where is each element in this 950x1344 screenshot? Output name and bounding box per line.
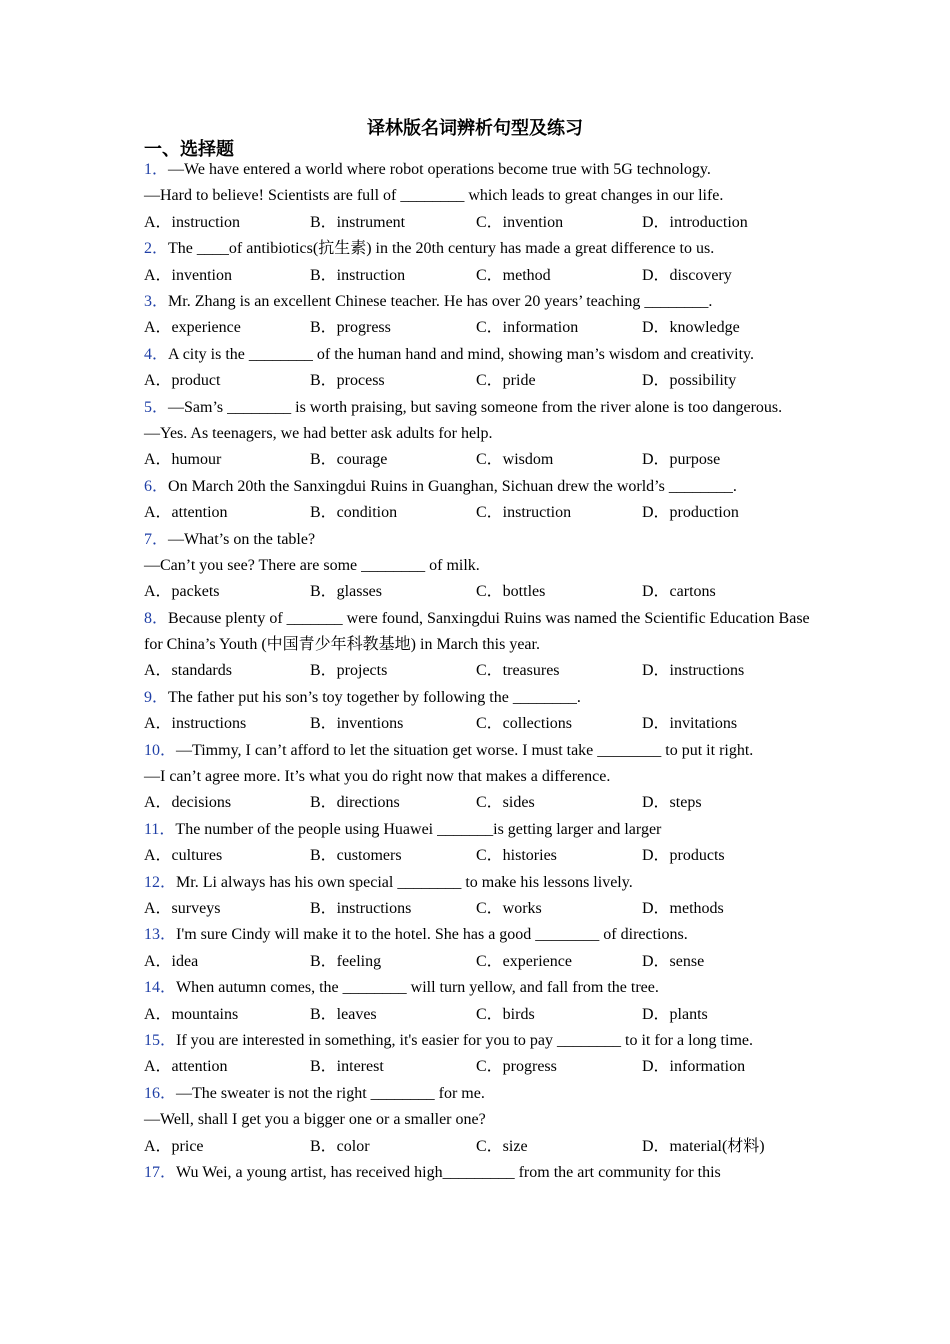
question-16 [144, 1081, 814, 1160]
question-text: The ____of antibiotics(抗生素) in the 20th century has made a great difference to us. [168, 240, 715, 258]
question-stem [144, 1081, 814, 1107]
question-7 [144, 527, 814, 606]
question-text: A city is the ________ of the human hand and mind, showing man’s wisdom and creativity. [168, 345, 755, 363]
question-text: When autumn comes, the ________ will turn yellow, and fall from the tree. [176, 979, 659, 997]
answer-option-d[interactable]: D．possibility [642, 372, 737, 390]
question-number: 2． [144, 240, 169, 258]
answer-option-a[interactable]: A．surveys [144, 900, 221, 918]
answer-option-a[interactable]: A．product [144, 372, 221, 390]
question-stem [144, 474, 814, 500]
question-number: 6． [144, 477, 169, 495]
answer-option-c[interactable]: C．collections [476, 715, 572, 733]
answer-options [144, 1002, 814, 1028]
question-text: The father put his son’s toy together by following the ________. [168, 688, 581, 706]
answer-option-d[interactable]: D．cartons [642, 583, 716, 601]
question-text: —Timmy, I can’t afford to let the situation get worse. I must take ________ to put it right. [176, 741, 754, 759]
question-8 [144, 606, 814, 685]
answer-option-c[interactable]: C．progress [476, 1058, 557, 1076]
question-12 [144, 870, 814, 923]
answer-options [144, 368, 814, 394]
answer-option-c[interactable]: C．sides [476, 794, 535, 812]
question-text: —Well, shall I get you a bigger one or a smaller one? [144, 1111, 486, 1129]
question-dialogue-line [144, 183, 814, 209]
answer-option-a[interactable]: A．invention [144, 266, 232, 284]
question-text: —Yes. As teenagers, we had better ask adults for help. [144, 424, 493, 442]
answer-option-a[interactable]: A．cultures [144, 847, 223, 865]
answer-option-b[interactable]: B．process [310, 372, 385, 390]
answer-options [144, 1054, 814, 1080]
question-stem [144, 527, 814, 553]
answer-option-b[interactable]: B．customers [310, 847, 402, 865]
answer-option-d[interactable]: D．instructions [642, 662, 745, 680]
question-text: —What’s on the table? [168, 530, 316, 548]
question-dialogue-line [144, 1107, 814, 1133]
answer-option-a[interactable]: A．mountains [144, 1005, 239, 1023]
page-title: 译林版名词辨析句型及练习 [367, 118, 583, 138]
answer-option-d[interactable]: D．invitations [642, 715, 738, 733]
answer-option-d[interactable]: D．material(材料) [642, 1137, 765, 1155]
question-text: —I can’t agree more. It’s what you do right now that makes a difference. [144, 768, 611, 786]
question-number: 3． [144, 292, 169, 310]
question-stem [144, 738, 814, 764]
question-dialogue-line [144, 421, 814, 447]
answer-option-b[interactable]: B．courage [310, 451, 388, 469]
question-11 [144, 817, 814, 870]
answer-option-c[interactable]: C．works [476, 900, 542, 918]
answer-options [144, 579, 814, 605]
answer-option-b[interactable]: B．projects [310, 662, 388, 680]
question-stem [144, 817, 814, 843]
question-10 [144, 738, 814, 817]
question-text: Mr. Li always has his own special ________ to make his lessons lively. [176, 873, 633, 891]
answer-option-c[interactable]: C．histories [476, 847, 557, 865]
answer-option-d[interactable]: D．production [642, 504, 739, 522]
question-stem [144, 1028, 814, 1054]
answer-option-c[interactable]: C．invention [476, 213, 564, 231]
question-text: If you are interested in something, it's easier for you to pay ________ to it for a long time. [176, 1031, 753, 1049]
question-6 [144, 474, 814, 527]
question-stem [144, 289, 814, 315]
answer-option-a[interactable]: A．packets [144, 583, 220, 601]
question-4 [144, 342, 814, 395]
answer-options [144, 263, 814, 289]
answer-option-a[interactable]: A．humour [144, 451, 222, 469]
answer-option-c[interactable]: C．size [476, 1137, 528, 1155]
answer-options [144, 1134, 814, 1160]
question-text: —Can’t you see? There are some ________ of milk. [144, 556, 480, 574]
question-number: 16． [144, 1084, 177, 1102]
question-number: 13． [144, 926, 177, 944]
question-2 [144, 236, 814, 289]
question-number: 14． [144, 979, 177, 997]
answer-options [144, 843, 814, 869]
answer-option-a[interactable]: A．instructions [144, 715, 247, 733]
question-1 [144, 157, 814, 236]
answer-option-a[interactable]: A．idea [144, 952, 199, 970]
answer-options [144, 790, 814, 816]
question-text: Because plenty of _______ were found, Sanxingdui Ruins was named the Scientific Education Base for China’s Youth (中国青少年科教基地) in March this year. [144, 609, 810, 654]
answer-options [144, 896, 814, 922]
answer-option-c[interactable]: C．birds [476, 1005, 535, 1023]
answer-options [144, 711, 814, 737]
answer-option-c[interactable]: C．pride [476, 372, 536, 390]
answer-option-a[interactable]: A．decisions [144, 794, 232, 812]
answer-option-a[interactable]: A．attention [144, 504, 228, 522]
answer-option-b[interactable]: B．instrument [310, 213, 406, 231]
question-text: Mr. Zhang is an excellent Chinese teacher. He has over 20 years’ teaching ________. [168, 292, 713, 310]
section-heading: 一、选择题 [144, 139, 234, 159]
answer-option-d[interactable]: D．introduction [642, 213, 748, 231]
question-number: 8． [144, 609, 169, 627]
question-14 [144, 975, 814, 1028]
question-5 [144, 395, 814, 474]
question-stem [144, 975, 814, 1001]
answer-options [144, 210, 814, 236]
answer-option-c[interactable]: C．method [476, 266, 551, 284]
answer-option-b[interactable]: B．glasses [310, 583, 383, 601]
answer-option-b[interactable]: B．instruction [310, 266, 406, 284]
answer-option-c[interactable]: C．wisdom [476, 451, 554, 469]
answer-option-c[interactable]: C．information [476, 319, 579, 337]
answer-option-d[interactable]: D．sense [642, 952, 705, 970]
question-dialogue-line [144, 553, 814, 579]
question-9 [144, 685, 814, 738]
question-stem [144, 606, 814, 659]
question-dialogue-line [144, 764, 814, 790]
answer-option-b[interactable]: B．condition [310, 504, 398, 522]
answer-option-c[interactable]: C．instruction [476, 504, 572, 522]
question-13 [144, 922, 814, 975]
answer-option-b[interactable]: B．progress [310, 319, 391, 337]
answer-option-a[interactable]: A．instruction [144, 213, 240, 231]
question-stem [144, 342, 814, 368]
answer-option-d[interactable]: D．discovery [642, 266, 732, 284]
answer-option-d[interactable]: D．plants [642, 1005, 708, 1023]
question-number: 12． [144, 873, 177, 891]
question-text: —We have entered a world where robot operations become true with 5G technology. [168, 161, 711, 178]
question-stem [144, 685, 814, 711]
question-text: —Hard to believe! Scientists are full of ________ which leads to great changes in our life. [144, 187, 724, 205]
question-list [144, 157, 814, 1186]
answer-option-b[interactable]: B．directions [310, 794, 400, 812]
answer-options [144, 658, 814, 684]
answer-options [144, 949, 814, 975]
question-text: I'm sure Cindy will make it to the hotel. She has a good ________ of directions. [176, 926, 688, 944]
question-number: 1． [144, 161, 169, 178]
answer-options [144, 315, 814, 341]
answer-option-b[interactable]: B．color [310, 1137, 370, 1155]
answer-option-c[interactable]: C．bottles [476, 583, 546, 601]
answer-option-d[interactable]: D．purpose [642, 451, 721, 469]
answer-option-b[interactable]: B．leaves [310, 1005, 377, 1023]
answer-options [144, 447, 814, 473]
question-stem [144, 236, 814, 262]
answer-option-b[interactable]: B．feeling [310, 952, 382, 970]
answer-option-c[interactable]: C．treasures [476, 662, 560, 680]
answer-option-b[interactable]: B．interest [310, 1058, 384, 1076]
answer-option-d[interactable]: D．products [642, 847, 725, 865]
answer-option-d[interactable]: D．methods [642, 900, 724, 918]
answer-option-d[interactable]: D．information [642, 1058, 746, 1076]
question-stem [144, 157, 814, 183]
answer-options [144, 500, 814, 526]
question-17 [144, 1160, 814, 1186]
question-stem [144, 870, 814, 896]
answer-option-b[interactable]: B．instructions [310, 900, 412, 918]
answer-option-d[interactable]: D．steps [642, 794, 702, 812]
question-stem [144, 922, 814, 948]
question-number: 4． [144, 345, 169, 363]
question-text: Wu Wei, a young artist, has received high_________ from the art community for this [176, 1163, 721, 1181]
answer-option-a[interactable]: A．experience [144, 319, 241, 337]
question-number: 17． [144, 1163, 177, 1181]
question-number: 15． [144, 1031, 177, 1049]
answer-option-c[interactable]: C．experience [476, 952, 572, 970]
question-number: 11． [144, 820, 176, 838]
answer-option-b[interactable]: B．inventions [310, 715, 404, 733]
question-stem [144, 395, 814, 421]
answer-option-d[interactable]: D．knowledge [642, 319, 740, 337]
question-number: 5． [144, 398, 169, 416]
question-number: 10． [144, 741, 177, 759]
question-number: 7． [144, 530, 169, 548]
answer-option-a[interactable]: A．attention [144, 1058, 228, 1076]
question-number: 9． [144, 688, 169, 706]
question-text: On March 20th the Sanxingdui Ruins in Guanghan, Sichuan drew the world’s ________. [168, 477, 737, 495]
question-stem [144, 1160, 814, 1186]
answer-option-a[interactable]: A．standards [144, 662, 232, 680]
question-text: The number of the people using Huawei _______is getting larger and larger [175, 820, 662, 838]
question-15 [144, 1028, 814, 1081]
question-3 [144, 289, 814, 342]
question-text: —Sam’s ________ is worth praising, but saving someone from the river alone is too dangerous. [168, 398, 783, 416]
question-text: —The sweater is not the right ________ for me. [176, 1084, 485, 1102]
answer-option-a[interactable]: A．price [144, 1137, 204, 1155]
